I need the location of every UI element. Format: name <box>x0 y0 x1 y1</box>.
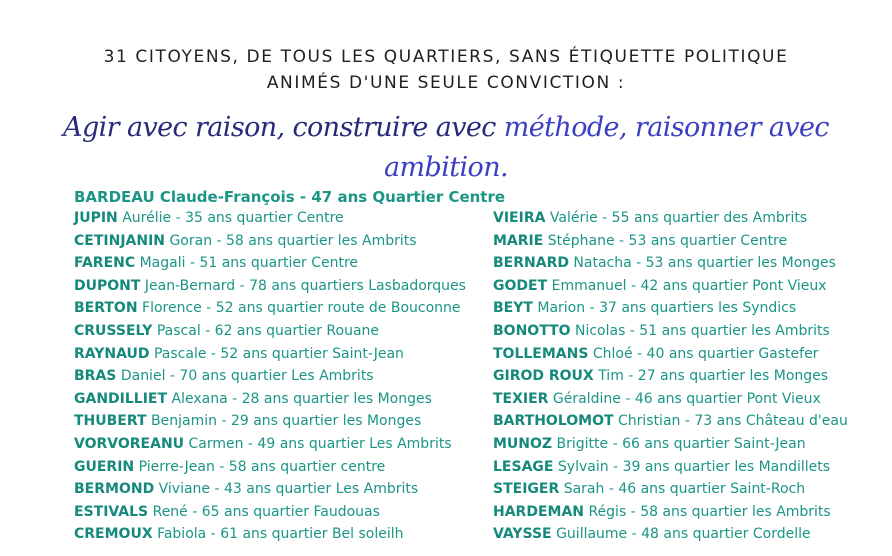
list-item <box>74 297 466 320</box>
list-item <box>493 275 848 298</box>
slogan-part-1: Agir avec raison, construire avec <box>63 112 504 143</box>
list-item <box>74 275 466 298</box>
header-line-2: ANIMÉS D'UNE SEULE CONVICTION : <box>266 73 626 93</box>
candidate-name: ESTIVALS <box>74 503 149 520</box>
candidate-details: Pascal - 62 ans quartier Rouane <box>156 322 380 339</box>
list-item <box>493 365 848 388</box>
candidate-name: GANDILLIET <box>74 390 168 407</box>
candidate-details: Florence - 52 ans quartier route de Bouconne <box>142 300 461 317</box>
list-item <box>493 456 848 479</box>
list-item <box>493 433 848 456</box>
candidate-name: DUPONT <box>74 277 141 294</box>
candidate-name: GIROD ROUX <box>493 368 594 385</box>
list-item <box>74 433 466 456</box>
candidate-name: MUNOZ <box>493 435 553 452</box>
header-line-1: 31 CITOYENS, DE TOUS LES QUARTIERS, SANS ÉTIQUETTE POLITIQUE <box>103 47 789 67</box>
candidate-name: VIEIRA <box>493 210 546 226</box>
list-item <box>74 320 466 343</box>
list-item <box>493 501 848 524</box>
list-item <box>74 410 466 433</box>
candidate-name: VORVOREANU <box>74 435 185 452</box>
candidate-details: Alexana - 28 ans quartier les Monges <box>171 390 432 407</box>
list-item <box>493 410 848 433</box>
candidate-name: HARDEMAN <box>493 503 584 520</box>
slogan <box>0 108 892 188</box>
candidate-name: BERTON <box>74 300 138 317</box>
candidate-details: Pascale - 52 ans quartier Saint-Jean <box>153 345 404 362</box>
list-item <box>493 252 848 275</box>
list-item <box>493 388 848 411</box>
list-item <box>74 207 466 230</box>
candidate-details: Valérie - 55 ans quartier des Ambrits <box>549 210 808 226</box>
candidate-details: Régis - 58 ans quartier les Ambrits <box>588 503 831 520</box>
candidate-name: TEXIER <box>493 390 549 407</box>
candidate-details: Fabiola - 61 ans quartier Bel soleilh <box>157 526 404 543</box>
candidate-name: CRUSSELY <box>74 322 153 339</box>
list-item <box>493 343 848 366</box>
candidate-details: Pierre-Jean - 58 ans quartier centre <box>138 458 386 475</box>
head-candidate: BARDEAU Claude-François - 47 ans Quartier Centre <box>74 188 506 206</box>
candidate-details: Magali - 51 ans quartier Centre <box>139 255 359 272</box>
candidate-details: Jean-Bernard - 78 ans quartiers Lasbadorques <box>144 277 466 294</box>
list-item <box>74 478 466 501</box>
candidate-name: TOLLEMANS <box>493 345 589 362</box>
candidate-details: Benjamin - 29 ans quartier les Monges <box>151 413 422 430</box>
candidate-details: Goran - 58 ans quartier les Ambrits <box>169 232 417 249</box>
candidate-details: Marion - 37 ans quartiers les Syndics <box>537 300 797 317</box>
candidate-details: Natacha - 53 ans quartier les Monges <box>573 255 836 272</box>
candidate-name: CETINJANIN <box>74 232 165 249</box>
slogan-part-2: méthode, raisonner avec ambition. <box>384 112 829 183</box>
candidate-name: BERNARD <box>493 255 569 272</box>
candidate-details: Aurélie - 35 ans quartier Centre <box>122 210 344 226</box>
list-item <box>74 230 466 253</box>
candidate-details: René - 65 ans quartier Faudouas <box>152 503 380 520</box>
candidate-name: FARENC <box>74 255 136 272</box>
candidate-details: Carmen - 49 ans quartier Les Ambrits <box>188 435 452 452</box>
list-item <box>493 230 848 253</box>
header <box>0 44 892 96</box>
candidate-name: JUPIN <box>74 210 118 226</box>
candidate-details: Géraldine - 46 ans quartier Pont Vieux <box>552 390 821 407</box>
candidate-details: Chloé - 40 ans quartier Gastefer <box>592 345 819 362</box>
candidate-details: Sarah - 46 ans quartier Saint-Roch <box>563 481 806 498</box>
list-item <box>74 456 466 479</box>
list-item <box>493 320 848 343</box>
candidate-name: BERMOND <box>74 481 155 498</box>
candidate-details: Nicolas - 51 ans quartier les Ambrits <box>574 322 830 339</box>
candidate-details: Christian - 73 ans Château d'eau <box>617 413 848 430</box>
list-item <box>74 252 466 275</box>
candidate-name: BRAS <box>74 368 117 385</box>
list-item <box>74 501 466 524</box>
candidate-name: CREMOUX <box>74 526 153 543</box>
candidate-name: RAYNAUD <box>74 345 150 362</box>
candidate-details: Brigitte - 66 ans quartier Saint-Jean <box>556 435 806 452</box>
list-item <box>493 523 848 546</box>
candidate-list-left <box>74 207 466 546</box>
list-item <box>74 523 466 546</box>
candidate-list-right <box>493 207 848 546</box>
list-item <box>493 297 848 320</box>
candidate-details: Viviane - 43 ans quartier Les Ambrits <box>158 481 419 498</box>
list-item <box>74 388 466 411</box>
candidate-name: BEYT <box>493 300 533 317</box>
candidate-name: THUBERT <box>74 413 147 430</box>
candidate-details: Daniel - 70 ans quartier Les Ambrits <box>120 368 374 385</box>
list-item <box>493 478 848 501</box>
candidate-details: Stéphane - 53 ans quartier Centre <box>547 232 788 249</box>
candidate-details: Emmanuel - 42 ans quartier Pont Vieux <box>551 277 827 294</box>
candidate-details: Guillaume - 48 ans quartier Cordelle <box>556 526 811 543</box>
list-item <box>74 365 466 388</box>
candidate-name: STEIGER <box>493 481 560 498</box>
list-item <box>493 207 848 230</box>
candidate-name: MARIE <box>493 232 544 249</box>
list-item <box>74 343 466 366</box>
candidate-details: Tim - 27 ans quartier les Monges <box>598 368 829 385</box>
candidate-name: GUERIN <box>74 458 135 475</box>
candidate-name: VAYSSE <box>493 526 552 543</box>
candidate-details: Sylvain - 39 ans quartier les Mandillets <box>557 458 831 475</box>
candidate-name: LESAGE <box>493 458 554 475</box>
candidate-name: BARTHOLOMOT <box>493 413 614 430</box>
candidate-name: GODET <box>493 277 548 294</box>
candidate-name: BONOTTO <box>493 322 571 339</box>
